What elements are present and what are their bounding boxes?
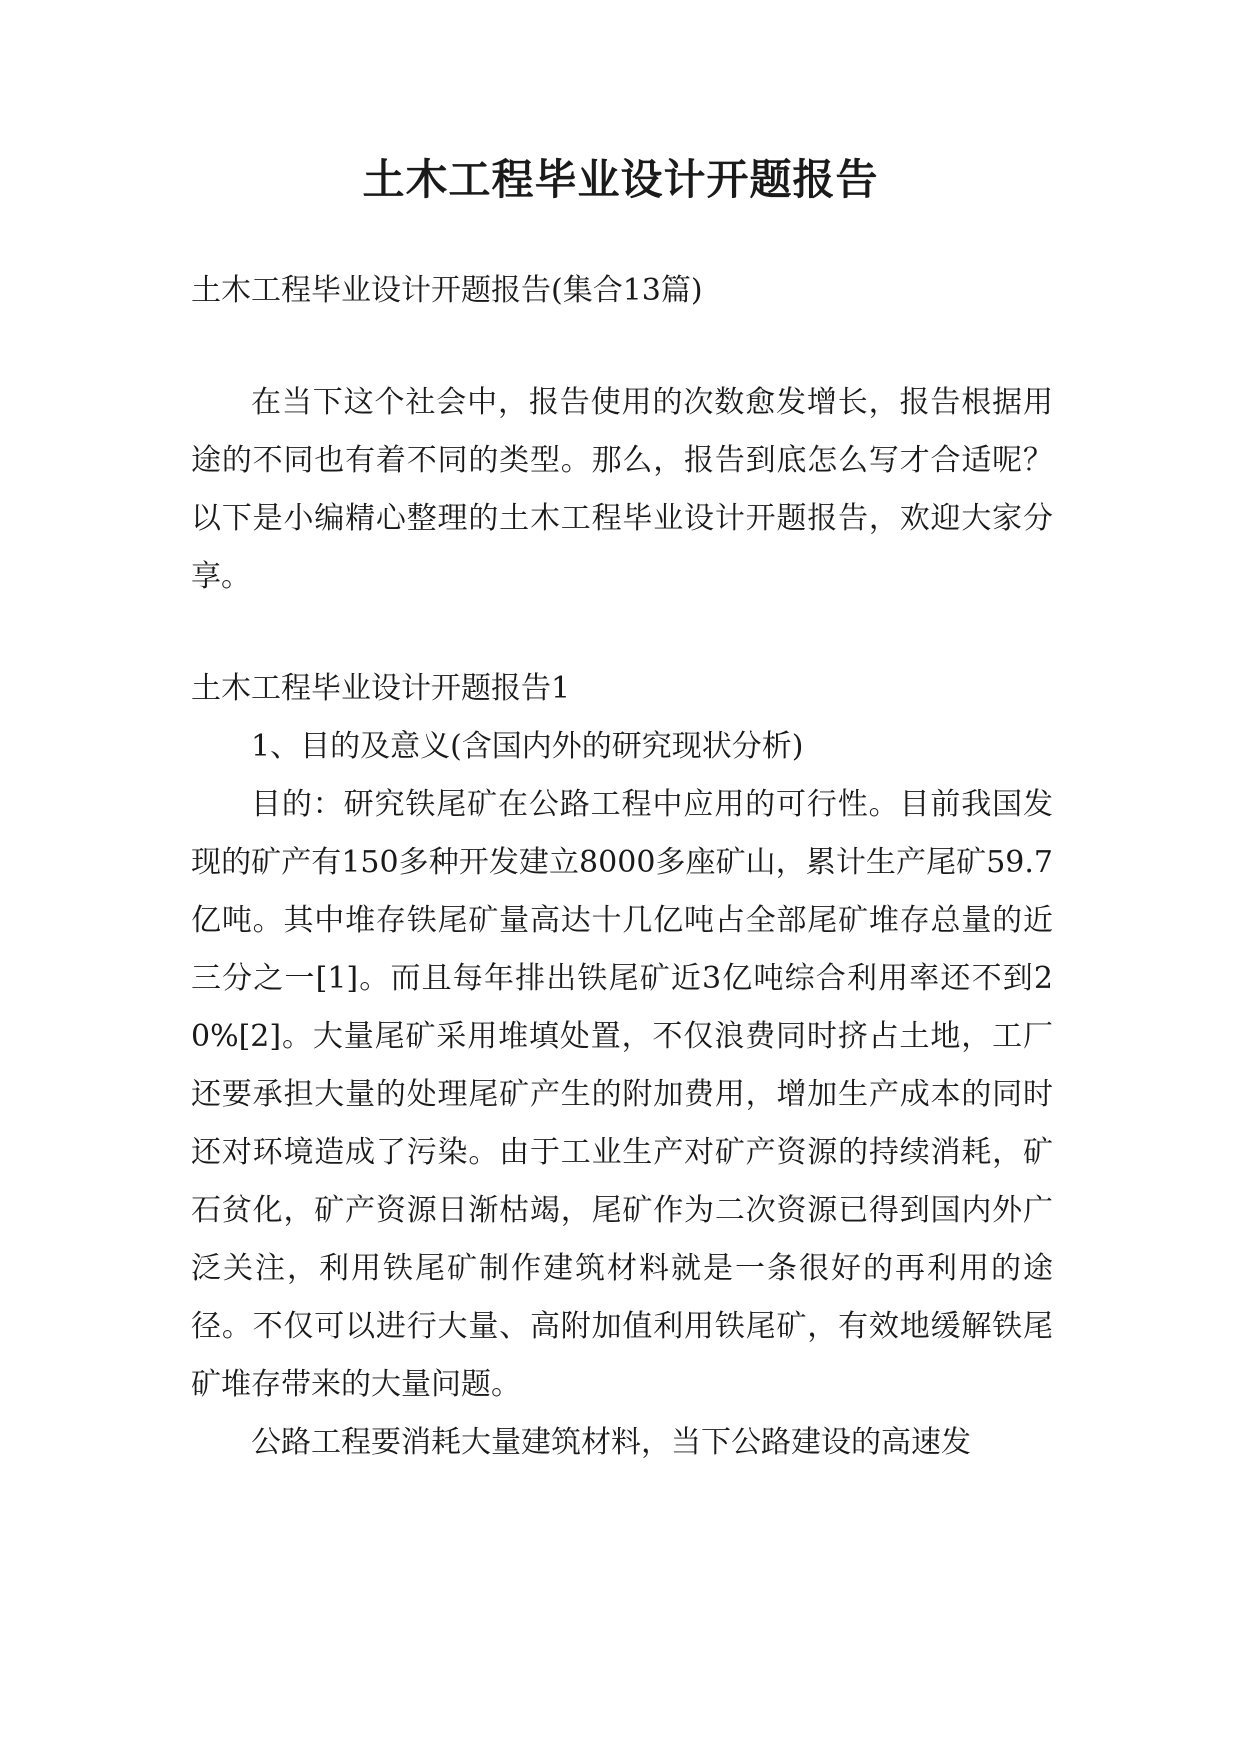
document-body bbox=[191, 262, 1053, 1472]
purpose-paragraph: 目的：研究铁尾矿在公路工程中应用的可行性。目前我国发现的矿产有150多种开发建立8000多座矿山，累计生产尾矿59.7亿吨。其中堆存铁尾矿量高达十几亿吨占全部尾矿堆存总量的近三分之一[1]。而且每年排出铁尾矿近3亿吨综合利用率还不到20%[2]。大量尾矿采用堆填处置，不仅浪费同时挤占土地，工厂还要承担大量的处理尾矿产生的附加费用，增加生产成本的同时还对环境造成了污染。由于工业生产对矿产资源的持续消耗，矿石贫化，矿产资源日渐枯竭，尾矿作为二次资源已得到国内外广泛关注，利用铁尾矿制作建筑材料就是一条很好的再利用的途径。不仅可以进行大量、高附加值利用铁尾矿，有效地缓解铁尾矿堆存带来的大量问题。 bbox=[191, 787, 1053, 1402]
intro-paragraph: 在当下这个社会中，报告使用的次数愈发增长，报告根据用途的不同也有着不同的类型。那么，报告到底怎么写才合适呢？以下是小编精心整理的土木工程毕业设计开题报告，欢迎大家分享。 bbox=[191, 385, 1053, 594]
item-heading: 1、目的及意义(含国内外的研究现状分析) bbox=[251, 729, 804, 764]
road-paragraph: 公路工程要消耗大量建筑材料，当下公路建设的高速发 bbox=[251, 1425, 971, 1460]
document-subtitle: 土木工程毕业设计开题报告(集合13篇) bbox=[191, 273, 703, 308]
section-heading: 土木工程毕业设计开题报告1 bbox=[191, 671, 571, 706]
document-title: 土木工程毕业设计开题报告 bbox=[362, 155, 879, 204]
